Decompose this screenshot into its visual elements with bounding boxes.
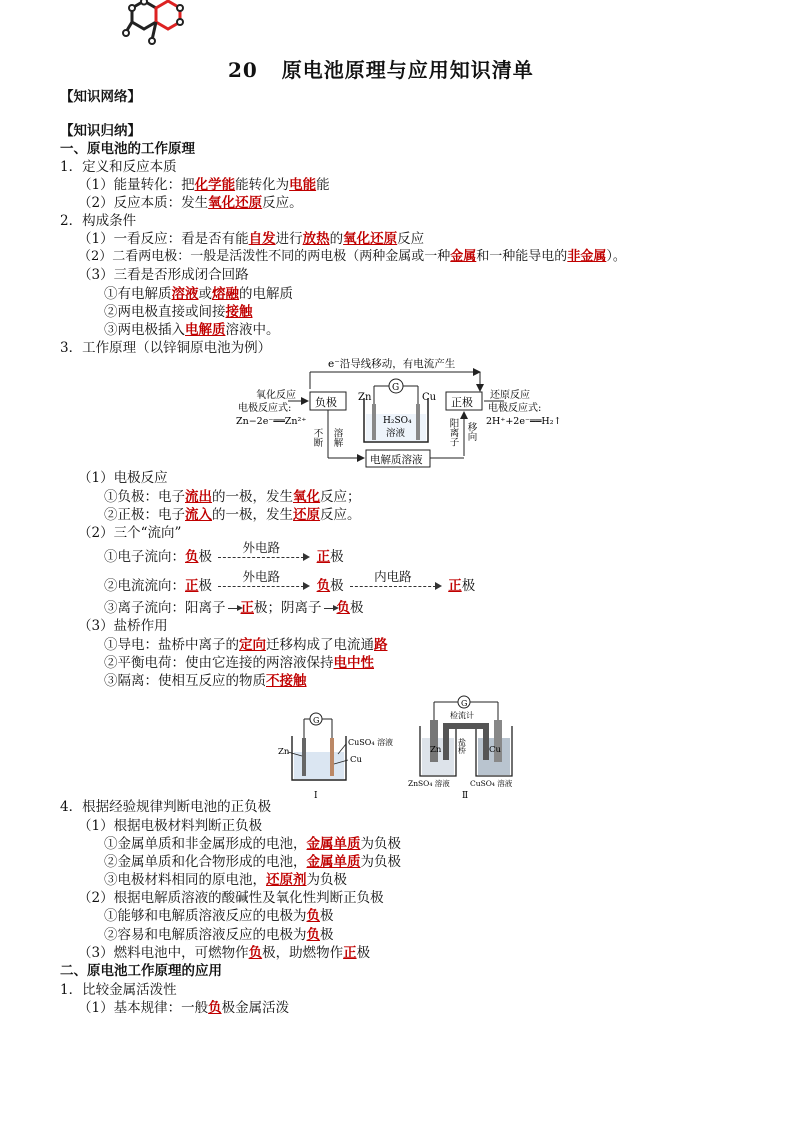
p4-a2: ②金属单质和化合物形成的电池，金属单质为负极 xyxy=(104,854,401,870)
left-eq: Zn−2e⁻══Zn²⁺ xyxy=(236,416,307,427)
keyword: 流入 xyxy=(185,507,212,523)
p4-a: （1）根据电极材料判断正负极 xyxy=(78,818,263,834)
solution-label: 溶液 xyxy=(386,428,406,439)
keyword: 放热 xyxy=(302,231,330,247)
p1-heading: 1．定义和反应本质 xyxy=(60,159,177,175)
p3-e1a: ①负极：电子流出的一极，发生氧化反应； xyxy=(104,489,361,505)
p3-e2: （2）三个“流向” xyxy=(78,525,182,541)
keyword: 氧化还原 xyxy=(208,195,263,211)
meter-label: 检流计 xyxy=(450,711,474,720)
p4-heading: 4．根据经验规律判断电池的正负极 xyxy=(60,799,272,815)
page-title xyxy=(228,58,534,82)
p1-line2: （2）反应本质：发生氧化还原反应。 xyxy=(78,195,303,211)
figure-label: Ⅰ xyxy=(314,791,318,800)
p4-b1: ①能够和电解质溶液反应的电极为负极 xyxy=(104,908,334,924)
p2-line5: ②两电极直接或间接接触 xyxy=(104,304,253,320)
svg-text:G: G xyxy=(313,716,320,725)
keyword: 正 xyxy=(448,578,462,594)
cu-label: Cu xyxy=(489,745,501,755)
p2-line2: （2）二看两电极：一般是活泼性不同的两电极（两种金属或一种金属和一种能导电的非金属）。 xyxy=(78,249,626,264)
p5-heading: 1．比较金属活泼性 xyxy=(60,982,177,998)
positive-electrode-label: 正极 xyxy=(451,396,473,409)
p3-heading: 3．工作原理（以锌铜原电池为例） xyxy=(60,340,272,356)
cu-label: Cu xyxy=(350,755,362,765)
keyword: 熔融 xyxy=(212,286,239,302)
title-number: 20 xyxy=(228,58,258,82)
keyword: 金属 xyxy=(450,249,477,264)
svg-text:G: G xyxy=(461,699,468,708)
section-summary: 【知识归纳】 xyxy=(60,123,141,139)
zn-cu-cell-diagram xyxy=(228,356,568,474)
keyword: 正 xyxy=(316,549,331,565)
p2-line4: ①有电解质溶液或熔融的电解质 xyxy=(104,286,293,302)
move-label: 移向 xyxy=(465,422,477,441)
zn-label: Zn xyxy=(358,392,372,403)
keyword: 金属单质 xyxy=(306,836,361,852)
electrolyte-label: 电解质溶液 xyxy=(370,454,423,466)
figure-label: Ⅱ xyxy=(462,791,469,800)
salt-bridge-figure xyxy=(406,694,528,800)
left-oxidation: 氧化反应 xyxy=(256,390,296,401)
section-1-heading: 一、原电池的工作原理 xyxy=(60,141,195,157)
keyword: 还原 xyxy=(293,507,320,523)
p2-heading: 2．构成条件 xyxy=(60,213,137,229)
bridge-label: 盐桥 xyxy=(457,738,467,754)
salt-bridge-3: ③隔离：使相互反应的物质不接触 xyxy=(104,673,307,689)
dashed-arrow-icon: 外电路 xyxy=(218,557,304,558)
p5-line1: （1）基本规律：一般负极金属活泼 xyxy=(78,1000,290,1016)
naphthalene-logo xyxy=(118,0,198,54)
keyword: 金属单质 xyxy=(306,854,361,870)
single-cell-figure xyxy=(276,708,406,800)
right-eq: 2H⁺+2e⁻══H₂↑ xyxy=(486,416,562,427)
keyword: 负 xyxy=(208,1000,222,1016)
p4-a1: ①金属单质和非金属形成的电池，金属单质为负极 xyxy=(104,836,401,852)
keyword: 不接触 xyxy=(266,673,307,689)
keyword: 路 xyxy=(374,637,388,653)
p1-line1: （1）能量转化：把化学能能转化为电能能 xyxy=(78,177,330,193)
dissolve-2: 溶解 xyxy=(331,428,343,447)
keyword: 非金属 xyxy=(567,249,607,264)
p4-b2: ②容易和电解质溶液反应的电极为负极 xyxy=(104,927,334,943)
p3-e1: （1）电极反应 xyxy=(78,470,168,486)
ion-flow: ③离子流向：阳离子 正极；阴离子 负极 xyxy=(104,600,364,616)
p2-line1: （1）一看反应：看是否有能自发进行放热的氧化还原反应 xyxy=(78,231,425,247)
electron-flow: ①电子流向：负极 外电路 正极 xyxy=(104,540,344,565)
keyword: 负 xyxy=(336,600,350,616)
title-text: 原电池原理与应用知识清单 xyxy=(281,58,534,82)
cuso4-label: CuSO₄ 溶液 xyxy=(470,779,513,788)
negative-electrode-label: 负极 xyxy=(315,396,337,409)
keyword: 氧化 xyxy=(293,489,320,505)
arrow-icon xyxy=(324,608,334,609)
left-eq-label: 电极反应式: xyxy=(238,403,292,414)
galvanometer-label: G xyxy=(392,383,400,393)
p3-e1b: ②正极：电子流入的一极，发生还原反应。 xyxy=(104,507,361,523)
keyword: 溶液 xyxy=(171,286,199,302)
p2-line6: ③两电极插入电解质溶液中。 xyxy=(104,322,280,338)
cation-label: 阳离子 xyxy=(447,418,459,447)
keyword: 负 xyxy=(185,549,199,565)
keyword: 负 xyxy=(306,908,320,924)
keyword: 负 xyxy=(306,927,320,943)
keyword: 电解质 xyxy=(185,322,226,338)
keyword: 正 xyxy=(343,945,357,961)
zn-label: Zn xyxy=(278,747,290,757)
keyword: 定向 xyxy=(239,637,266,653)
diagram-top-label: e⁻沿导线移动，有电流产生 xyxy=(328,358,456,370)
keyword: 负 xyxy=(316,578,331,594)
right-reduction: 还原反应 xyxy=(490,390,530,401)
keyword: 接触 xyxy=(225,304,253,320)
p4-c: （3）燃料电池中，可燃物作负极，助燃物作正极 xyxy=(78,945,371,961)
keyword: 负 xyxy=(248,945,263,961)
keyword: 氧化还原 xyxy=(343,231,398,247)
p2-line3: （3）三看是否形成闭合回路 xyxy=(78,267,249,283)
znso4-label: ZnSO₄ 溶液 xyxy=(408,779,450,788)
dashed-arrow-icon: 内电路 xyxy=(350,586,436,587)
keyword: 化学能 xyxy=(194,177,236,193)
cu-label: Cu xyxy=(422,392,437,403)
keyword: 电能 xyxy=(289,177,317,193)
section-network: 【知识网络】 xyxy=(60,89,141,105)
cuso4-label: CuSO₄ 溶液 xyxy=(348,738,394,747)
current-flow: ②电流流向：正极 外电路 负极 内电路 正极 xyxy=(104,569,476,594)
solution-formula: H₂SO₄ xyxy=(383,416,412,426)
p4-a3: ③电极材料相同的原电池，还原剂为负极 xyxy=(104,872,347,888)
keyword: 电中性 xyxy=(333,655,374,671)
right-eq-label: 电极反应式: xyxy=(488,403,542,414)
dissolve-1: 不断 xyxy=(311,428,323,447)
keyword: 还原剂 xyxy=(266,872,307,888)
salt-bridge-2: ②平衡电荷：使由它连接的两溶液保持电中性 xyxy=(104,655,374,671)
p3-e3: （3）盐桥作用 xyxy=(78,618,168,634)
dashed-arrow-icon: 外电路 xyxy=(218,586,304,587)
zn-label: Zn xyxy=(430,745,442,755)
salt-bridge-1: ①导电：盐桥中离子的定向迁移构成了电流通路 xyxy=(104,637,388,653)
section-2-heading: 二、原电池工作原理的应用 xyxy=(60,963,222,979)
keyword: 正 xyxy=(240,600,254,616)
keyword: 自发 xyxy=(248,231,276,247)
keyword: 正 xyxy=(185,578,199,594)
p4-b: （2）根据电解质溶液的酸碱性及氧化性判断正负极 xyxy=(78,890,384,906)
arrow-icon xyxy=(228,608,238,609)
keyword: 流出 xyxy=(185,489,212,505)
